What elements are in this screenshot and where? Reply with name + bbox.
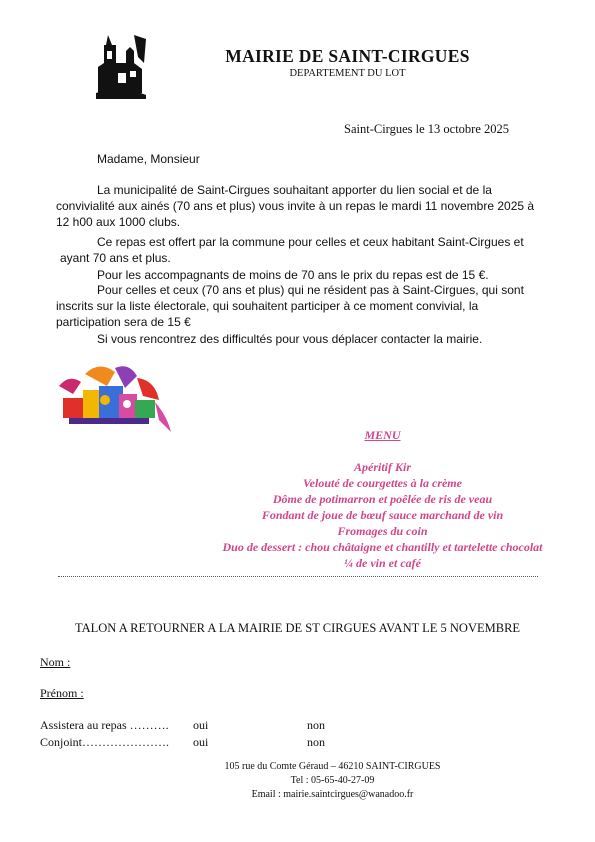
letter-date: Saint-Cirgues le 13 octobre 2025: [344, 122, 510, 136]
paragraph-3-line-1: Pour les accompagnants de moins de 70 ans le prix du repas est de 15 €.: [97, 268, 489, 282]
footer-address: 105 rue du Comte Géraud – 46210 SAINT-CIRGUES: [224, 761, 441, 772]
mairie-title: MAIRIE DE SAINT-CIRGUES: [225, 46, 470, 66]
menu-item: Duo de dessert : chou châtaigne et chantilly et tartelette chocolat: [222, 540, 543, 554]
conjoint-label: Conjoint………………….: [40, 735, 170, 749]
menu-item: Velouté de courgettes à la crème: [303, 476, 462, 490]
festive-illustration: [55, 360, 173, 434]
paragraph-2-line-2: ayant 70 ans et plus.: [60, 251, 171, 265]
paragraph-1-line-1: La municipalité de Saint-Cirgues souhaitant apporter du lien social et de la: [97, 183, 492, 197]
paragraph-4-line-3: participation sera de 15 €: [56, 315, 191, 329]
conjoint-non[interactable]: non: [307, 735, 325, 749]
nom-label: Nom :: [40, 655, 71, 669]
footer-email: Email : mairie.saintcirgues@wanadoo.fr: [251, 789, 414, 800]
paragraph-5-line-1: Si vous rencontrez des difficultés pour vous déplacer contacter la mairie.: [97, 332, 483, 346]
paragraph-4-line-2: inscrits sur la liste électorale, qui souhaitent participer à ce moment convivial, la: [56, 299, 479, 313]
menu-item: Fondant de joue de bœuf sauce marchand de vin: [261, 508, 504, 522]
greeting: Madame, Monsieur: [97, 152, 200, 166]
prenom-label: Prénom :: [40, 686, 84, 700]
menu-item: Dôme de potimarron et poêlée de ris de veau: [272, 492, 493, 506]
menu-item: Apéritif Kir: [353, 460, 411, 474]
paragraph-2-line-1: Ce repas est offert par la commune pour celles et ceux habitant Saint-Cirgues et: [97, 235, 524, 249]
department-subtitle: DEPARTEMENT DU LOT: [289, 68, 406, 79]
menu-item: Fromages du coin: [337, 524, 428, 538]
menu-item: ¼ de vin et café: [344, 556, 421, 570]
cut-line-divider: [58, 576, 538, 577]
conjoint-oui[interactable]: oui: [193, 735, 209, 749]
paragraph-1-line-2: convivialité aux ainés (70 ans et plus) vous invite à un repas le mardi 11 novembre 2025 à: [56, 199, 535, 213]
paragraph-4-line-1: Pour celles et ceux (70 ans et plus) qui ne résident pas à Saint-Cirgues, qui sont: [97, 283, 524, 297]
menu-title: MENU: [364, 428, 401, 442]
footer-phone: Tel : 05-65-40-27-09: [290, 775, 375, 786]
paragraph-1-line-3: 12 h00 aux 1000 clubs.: [56, 215, 181, 229]
talon-heading: TALON A RETOURNER A LA MAIRIE DE ST CIRGUES AVANT LE 5 NOVEMBRE: [74, 621, 521, 635]
repas-oui[interactable]: oui: [193, 718, 209, 732]
repas-non[interactable]: non: [307, 718, 325, 732]
repas-label: Assistera au repas ……….: [40, 718, 169, 732]
